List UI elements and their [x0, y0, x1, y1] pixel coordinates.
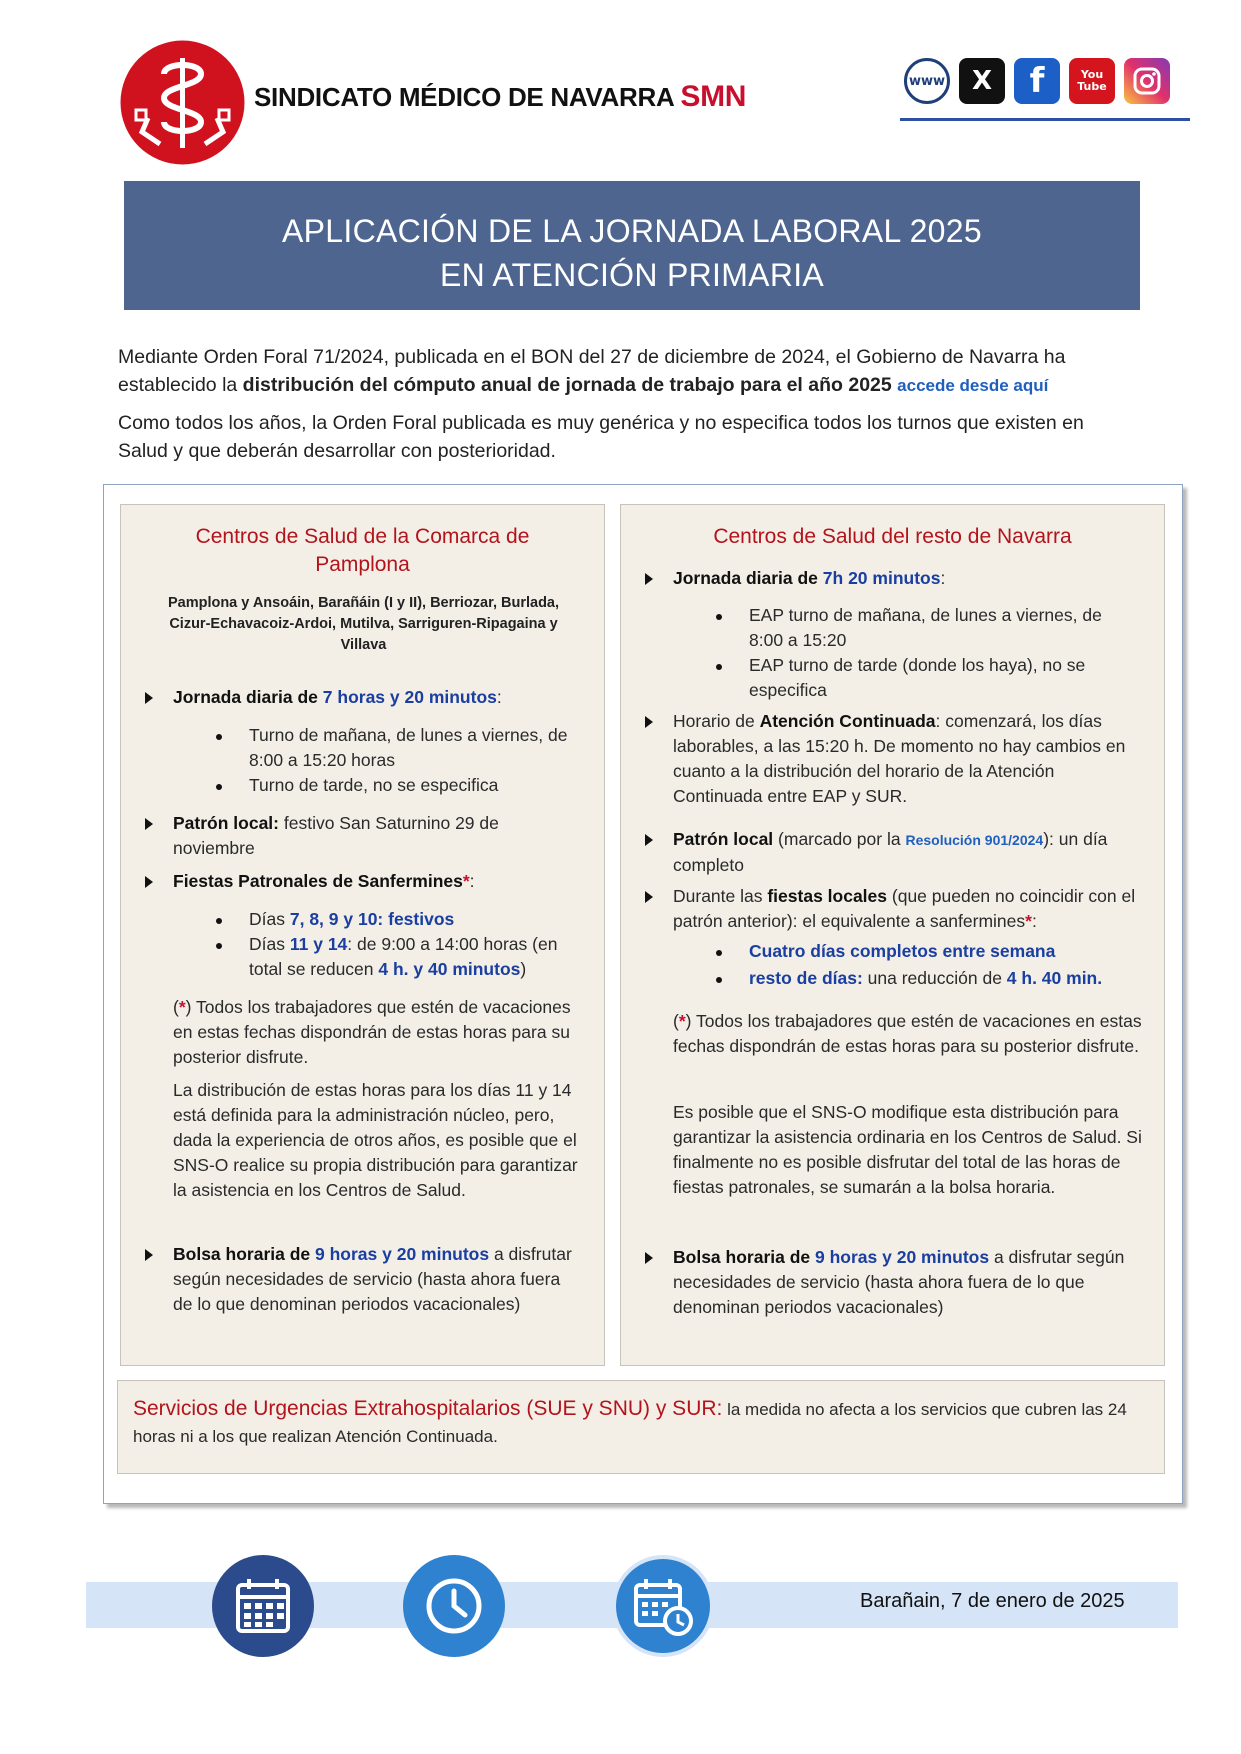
left-column-subtitle: Pamplona y Ansoáin, Barañáin (I y II), Berriozar, Burlada, Cizur-Echavacoiz-Ardoi, Mutilva, Sarriguren-Ripagaina y Villava [167, 595, 560, 653]
left-dias2-days: 11 y 14 [289, 934, 348, 954]
right-fiestas-label: Durante las [673, 886, 768, 906]
right-cuatro-text: Cuatro días completos entre semana [749, 941, 1056, 961]
left-distribucion: La distribución de estas horas para los días 11 y 14 está definida para la administración núcleo, pero, dada la experiencia de otros años, es posible que el SNS-O realice su propia distribución para garantizar la asistencia en los Centros de Salud. [173, 1080, 578, 1200]
asterisk: * [178, 997, 186, 1017]
document-date: Barañain, 7 de enero de 2025 [860, 1590, 1125, 1612]
title-banner [124, 181, 1140, 310]
arrow-bullet-icon [145, 1249, 153, 1261]
right-jornada-label: Jornada diaria de [673, 568, 823, 588]
left-note-text: ) Todos los trabajadores que estén de vacaciones en estas fechas dispondrán de estas horas para su posterior disfrute. [173, 997, 571, 1067]
left-dias2-text: : de 9:00 a 14:00 horas (en total se reducen [249, 934, 558, 979]
arrow-bullet-icon [645, 834, 653, 846]
right-bolsa-label: Bolsa horaria de [673, 1247, 815, 1267]
x-label: X [971, 66, 993, 96]
left-jornada-colon: : [496, 687, 502, 707]
note-open: ( [673, 1011, 679, 1031]
left-turno-tarde: Turno de tarde, no se especifica [249, 775, 499, 795]
left-bolsa-text: a disfrutar según necesidades de servicio (hasta ahora fuera de lo que denominan periodos vacacionales) [173, 1244, 572, 1314]
right-resto-dias [749, 966, 1149, 991]
dot-bullet-icon [216, 918, 222, 924]
www-icon[interactable] [904, 58, 950, 104]
left-column [120, 504, 605, 1366]
facebook-icon[interactable] [1014, 58, 1060, 104]
urgencias-title: Servicios de Urgencias Extrahospitalarios (SUE y SNU) y SUR: [133, 1397, 723, 1420]
right-jornada-colon: : [940, 568, 946, 588]
left-patron-text: festivo San Saturnino 29 de noviembre [173, 813, 499, 858]
header-rule [900, 118, 1190, 121]
left-turno-manana: Turno de mañana, de lunes a viernes, de 8:00 a 15:20 horas [249, 725, 568, 770]
right-resto-label: resto de días: [749, 968, 863, 988]
right-ac-label: Horario de [673, 711, 760, 731]
social-links [904, 58, 1170, 104]
left-dias-reducidos [249, 932, 579, 982]
right-fiestas-colon: : [1031, 911, 1037, 931]
left-note [173, 995, 573, 1070]
arrow-bullet-icon [145, 818, 153, 830]
org-name-text: SINDICATO MÉDICO DE NAVARRA [254, 82, 674, 112]
right-fiestas-text: (que pueden no coincidir con el patrón anterior): el equivalente a sanfermines [673, 886, 1136, 931]
dot-bullet-icon [216, 943, 222, 949]
asterisk: * [1025, 911, 1032, 931]
intro-paragraph-2: Como todos los años, la Orden Foral publicada es muy genérica y no especifica todos los turnos que existen en Salud y que deberán desarrollar con posterioridad. [118, 412, 1084, 462]
smn-logo [120, 40, 245, 165]
title-line-2: EN ATENCIÓN PRIMARIA [439, 257, 825, 293]
arrow-bullet-icon [645, 891, 653, 903]
right-jornada [673, 566, 1143, 591]
dot-bullet-icon [716, 664, 722, 670]
left-patron-label: Patrón local: [173, 813, 279, 833]
left-bolsa-label: Bolsa horaria de [173, 1244, 315, 1264]
right-note-text: ) Todos los trabajadores que estén de vacaciones en estas fechas dispondrán de estas horas para su posterior disfrute. [673, 1011, 1142, 1056]
right-patron-end: ): un día completo [673, 829, 1108, 875]
right-patron [673, 827, 1143, 878]
left-jornada-value: 7 horas y 20 minutos [322, 687, 497, 707]
right-fiestas [673, 884, 1148, 934]
asterisk: * [678, 1011, 686, 1031]
youtube-label-top: You [1080, 68, 1104, 81]
dot-bullet-icon [716, 977, 722, 983]
right-posible: Es posible que el SNS-O modifique esta distribución para garantizar la asistencia ordinaria en los Centros de Salud. Si finalmente no es posible disfrutar del total de las horas de fiestas patronales, se sumarán a la bolsa horaria. [673, 1102, 1142, 1197]
intro-paragraph-1 [118, 343, 1138, 400]
dot-bullet-icon [216, 784, 222, 790]
clock-icon [403, 1555, 505, 1657]
right-resto-text: una reducción de [862, 968, 1007, 988]
right-ac-bold: Atención Continuada [759, 711, 936, 731]
asterisk: * [462, 871, 470, 891]
left-bolsa-value: 9 horas y 20 minutos [315, 1244, 490, 1264]
right-bolsa [673, 1245, 1143, 1320]
right-column-title: Centros de Salud del resto de Navarra [713, 525, 1072, 548]
facebook-label: f [1029, 61, 1045, 101]
left-fiestas-colon: : [469, 871, 475, 891]
left-dias1-label: Días [249, 909, 290, 929]
left-fiestas [173, 869, 573, 894]
right-eap-tarde: EAP turno de tarde (donde los haya), no se especifica [749, 655, 1086, 700]
dot-bullet-icon [716, 614, 722, 620]
org-abbr: SMN [680, 80, 747, 113]
arrow-bullet-icon [645, 1252, 653, 1264]
intro-bold: distribución del cómputo anual de jornada de trabajo para el año 2025 [242, 374, 892, 396]
youtube-label-bottom: Tube [1077, 80, 1107, 93]
left-bolsa [173, 1242, 573, 1317]
calendar-icon [212, 1555, 314, 1657]
www-label: www [908, 73, 946, 89]
right-ac-text: : comenzará, los días laborables, a las 15:20 h. De momento no hay cambios en cuanto a la distribución del horario de la Atención Continuada entre EAP y SUR. [673, 711, 1126, 806]
right-bolsa-text: a disfrutar según necesidades de servicio (hasta ahora fuera de lo que denominan periodos vacacionales) [673, 1247, 1125, 1317]
youtube-icon[interactable] [1069, 58, 1115, 104]
right-atencion-continuada [673, 709, 1143, 809]
x-icon[interactable] [959, 58, 1005, 104]
arrow-bullet-icon [145, 692, 153, 704]
right-note [673, 1009, 1143, 1059]
left-column-title: Centros de Salud de la Comarca de Pamplona [195, 525, 530, 576]
org-name [254, 80, 746, 114]
arrow-bullet-icon [645, 573, 653, 585]
dot-bullet-icon [216, 734, 222, 740]
left-jornada [173, 685, 593, 710]
left-dias2-total: 4 h. y 40 minutos [378, 959, 521, 979]
left-dias1-value: 7, 8, 9 y 10: festivos [289, 909, 455, 929]
title-line-1: APLICACIÓN DE LA JORNADA LABORAL 2025 [282, 213, 982, 249]
resolucion-link[interactable]: Resolución 901/2024 [905, 832, 1044, 848]
instagram-icon[interactable] [1124, 58, 1170, 104]
dot-bullet-icon [716, 950, 722, 956]
left-fiestas-label: Fiestas Patronales de Sanfermines [173, 871, 463, 891]
urgencias-text [133, 1395, 1153, 1450]
right-eap-manana: EAP turno de mañana, de lunes a viernes, de 8:00 a 15:20 [749, 605, 1102, 650]
left-jornada-label: Jornada diaria de [173, 687, 323, 707]
left-dias2-close: ) [520, 959, 527, 979]
right-fiestas-bold: fiestas locales [767, 886, 888, 906]
right-bolsa-value: 9 horas y 20 minutos [815, 1247, 990, 1267]
right-patron-label: Patrón local [673, 829, 774, 849]
note-open: ( [173, 997, 179, 1017]
access-link[interactable]: accede desde aquí [897, 376, 1049, 395]
left-dias-festivos [249, 907, 579, 932]
arrow-bullet-icon [145, 876, 153, 888]
left-dias2-label: Días [249, 934, 290, 954]
urgencias-body: la medida no afecta a los servicios que cubren las 24 horas ni a los que realizan Atención Continuada. [133, 1400, 1127, 1446]
right-patron-text: (marcado por la [773, 829, 906, 849]
urgencias-box [117, 1380, 1165, 1474]
intro-text: Mediante Orden Foral 71/2024, publicada en el BON del 27 de diciembre de 2024, el Gobierno de Navarra ha establecido la [118, 346, 1066, 396]
left-patron [173, 811, 573, 861]
calendar-clock-icon [612, 1555, 714, 1657]
right-resto-value: 4 h. 40 min. [1006, 968, 1103, 988]
right-cuatro-dias [749, 939, 1149, 964]
arrow-bullet-icon [645, 716, 653, 728]
right-jornada-value: 7h 20 minutos [822, 568, 941, 588]
right-column [620, 504, 1165, 1366]
